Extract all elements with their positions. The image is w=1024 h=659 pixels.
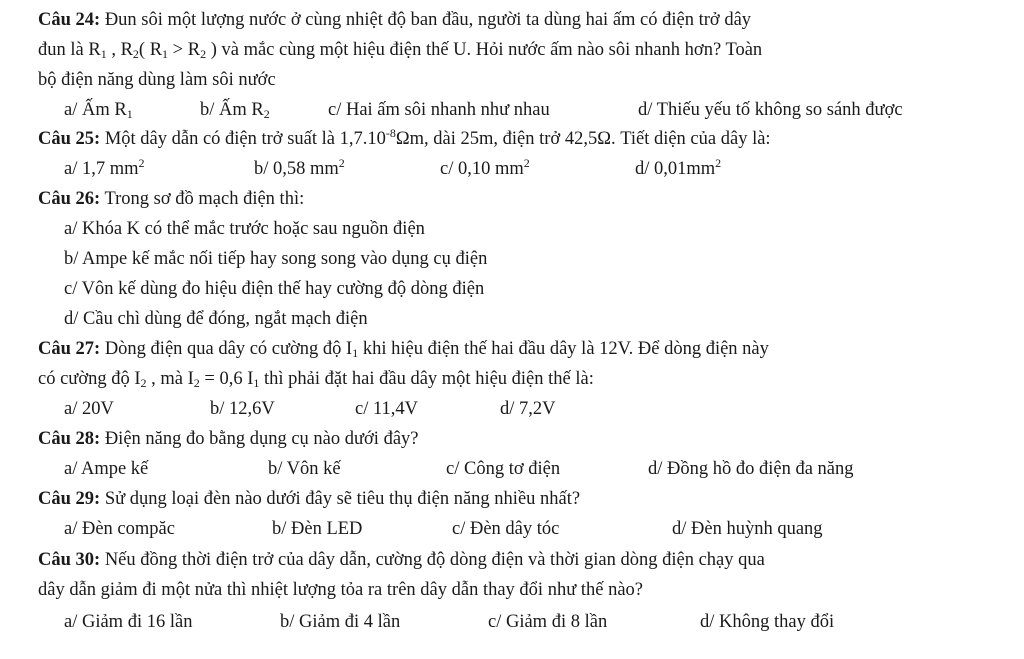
q30-option-c: c/ Giảm đi 8 lần [488, 612, 608, 632]
q28-option-d: d/ Đồng hồ đo điện đa năng [648, 459, 854, 479]
q27-t: khi hiệu điện thế hai đầu dây là 12V. Để dòng điện này [358, 339, 769, 359]
q30-option-a: a/ Giảm đi 16 lần [64, 612, 193, 632]
q30-label: Câu 30: [38, 550, 101, 570]
q24-option-c [328, 99, 550, 121]
q25-t: Ωm, dài 25m, điện trở 42,5Ω. Tiết diện của dây là: [395, 129, 771, 149]
q29-label: Câu 29: [38, 489, 101, 509]
opt-sup: 2 [523, 156, 530, 170]
q24-sub: 1 [162, 47, 169, 61]
q26-option-b: b/ Ampe kế mắc nối tiếp hay song song vào dụng cụ điện [64, 249, 488, 269]
q27-t: , mà I [146, 369, 194, 389]
q25-sup: -8 [385, 126, 396, 140]
opt-text: a/ 1,7 mm [64, 159, 139, 179]
opt-sup: 2 [338, 156, 345, 170]
q26-option-a: a/ Khóa K có thể mắc trước hoặc sau nguồn điện [64, 219, 425, 239]
opt-text: a/ Ấm R [64, 100, 127, 120]
q27-option-a: a/ 20V [64, 399, 114, 419]
q27-sub: 2 [193, 376, 200, 390]
q28-line1 [38, 428, 419, 450]
q24-t: > R [168, 40, 201, 60]
q27-t: = 0,6 I [199, 369, 254, 389]
q26-text: Trong sơ đồ mạch điện thì: [100, 189, 305, 209]
q30-option-d: d/ Không thay đổi [700, 612, 835, 632]
opt-sup: 2 [138, 156, 145, 170]
q24-option-a [64, 99, 133, 121]
q24-label: Câu 24: [38, 10, 101, 30]
q27-sub: 1 [352, 346, 359, 360]
q28-option-a: a/ Ampe kế [64, 459, 149, 479]
q26-label: Câu 26: [38, 189, 101, 209]
q24-text-1: Đun sôi một lượng nước ở cùng nhiệt độ ban đầu, người ta dùng hai ấm có điện trở dây [104, 10, 752, 30]
q27-sub: 1 [253, 376, 260, 390]
q25-option-c [440, 158, 530, 180]
opt-sub: 1 [126, 107, 133, 121]
q27-option-b: b/ 12,6V [210, 399, 275, 419]
q30-option-b: b/ Giảm đi 4 lần [280, 612, 401, 632]
q29-option-c: c/ Đèn dây tóc [452, 519, 560, 539]
q27-t: có cường độ I [38, 369, 141, 389]
opt-text: d/ Thiếu yếu tố không so sánh được [638, 100, 903, 120]
q25-option-b [254, 158, 345, 180]
q24-sub: 1 [100, 47, 107, 61]
q26-option-d: d/ Cầu chì dùng để đóng, ngắt mạch điện [64, 309, 368, 329]
q24-sub: 2 [132, 47, 139, 61]
q27-option-d: d/ 7,2V [500, 399, 556, 419]
q28-text: Điện năng đo bằng dụng cụ nào dưới đây? [100, 429, 419, 449]
q26-option-c: c/ Vôn kế dùng đo hiệu điện thế hay cường độ dòng điện [64, 279, 485, 299]
q25-option-d [635, 158, 721, 180]
q27-t: Dòng điện qua dây có cường độ I [100, 339, 353, 359]
opt-text: c/ Hai ấm sôi nhanh như nhau [328, 100, 550, 120]
q27-line1 [38, 338, 769, 360]
q24-line3: bộ điện năng dùng làm sôi nước [38, 70, 276, 90]
q26-line1 [38, 188, 304, 210]
q24-t: đun là R [38, 40, 101, 60]
q27-t: thì phải đặt hai đầu dây một hiệu điện thế là: [259, 369, 594, 389]
q24-t: , R [106, 40, 133, 60]
q29-option-a: a/ Đèn compăc [64, 519, 175, 539]
opt-sub: 2 [263, 107, 270, 121]
q27-label: Câu 27: [38, 339, 101, 359]
q28-label: Câu 28: [38, 429, 101, 449]
q27-line2 [38, 368, 594, 390]
q29-option-d: d/ Đèn huỳnh quang [672, 519, 823, 539]
q25-option-a [64, 158, 145, 180]
q28-option-c: c/ Công tơ điện [446, 459, 561, 479]
q25-t: Một dây dẫn có điện trở suất là 1,7.10 [100, 129, 386, 149]
opt-text: b/ Ấm R [200, 100, 264, 120]
q27-option-c: c/ 11,4V [355, 399, 419, 419]
q24-line2 [38, 39, 762, 61]
q24-option-d [638, 99, 903, 121]
q24-line1 [38, 9, 751, 31]
opt-text: d/ 0,01mm [635, 159, 716, 179]
q27-sub: 2 [140, 376, 147, 390]
q25-label: Câu 25: [38, 129, 101, 149]
q24-sub: 2 [200, 47, 207, 61]
q30-line2: dây dẫn giảm đi một nửa thì nhiệt lượng tỏa ra trên dây dẫn thay đổi như thế nào? [38, 580, 643, 600]
q24-t: ( R [138, 40, 163, 60]
opt-text: c/ 0,10 mm [440, 159, 524, 179]
q29-text: Sử dụng loại đèn nào dưới đây sẽ tiêu thụ điện năng nhiều nhất? [100, 489, 581, 509]
q28-option-b: b/ Vôn kế [268, 459, 341, 479]
q29-option-b: b/ Đèn LED [272, 519, 363, 539]
q24-option-b [200, 99, 270, 121]
opt-sup: 2 [715, 156, 722, 170]
q30-text-1: Nếu đồng thời điện trở của dây dẫn, cường độ dòng điện và thời gian dòng điện chạy qua [100, 550, 765, 570]
q24-t: ) và mắc cùng một hiệu điện thế U. Hỏi nước ấm nào sôi nhanh hơn? Toàn [206, 40, 763, 60]
q25-line1 [38, 128, 771, 150]
q30-line1 [38, 549, 765, 571]
opt-text: b/ 0,58 mm [254, 159, 339, 179]
q29-line1 [38, 488, 580, 510]
